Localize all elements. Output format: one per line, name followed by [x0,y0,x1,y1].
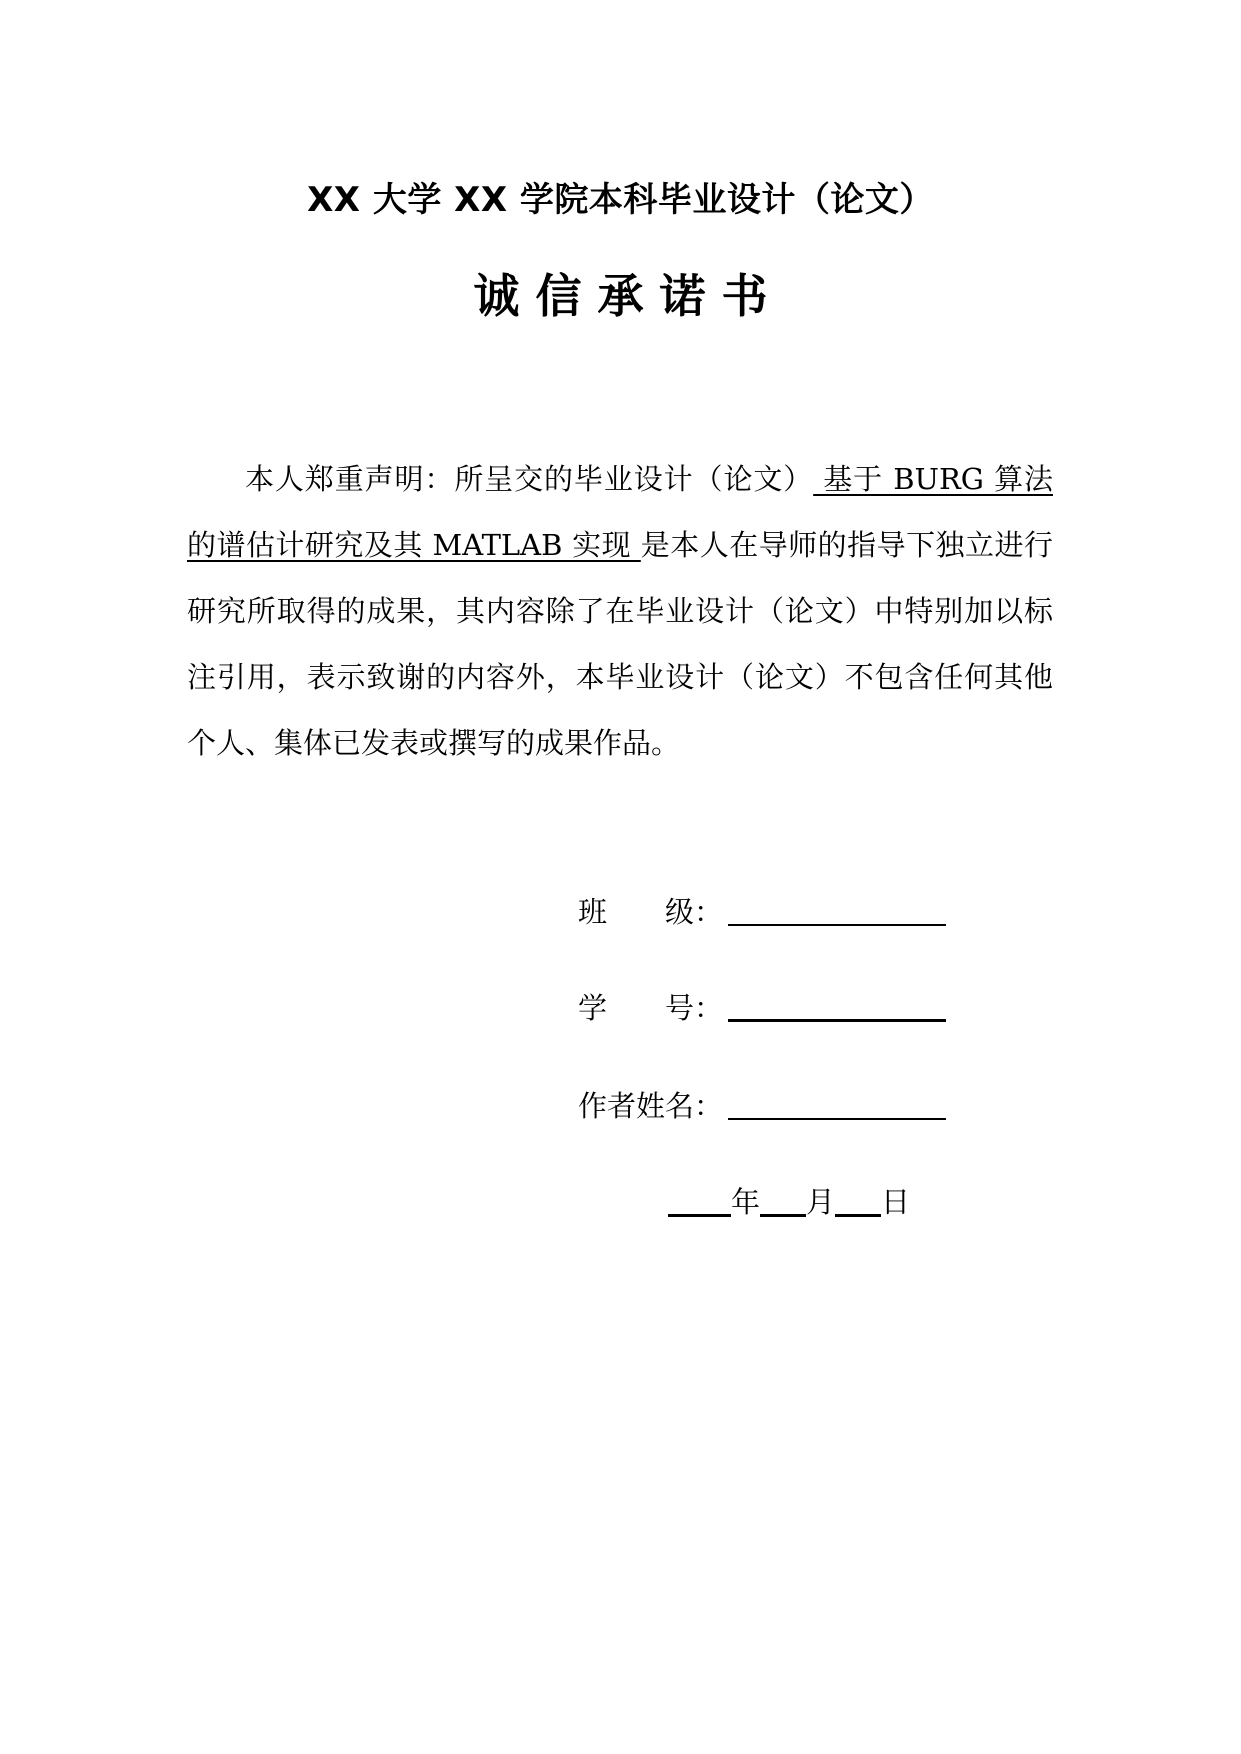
university-header: XX 大学 XX 学院本科毕业设计（论文） [307,180,934,220]
page-title: 诚 信 承 诺 书 [473,269,768,323]
declaration-paragraph [187,446,1053,776]
year-label: 年 [731,1185,761,1219]
author-name-blank-line[interactable] [728,1118,946,1120]
year-blank-line[interactable] [668,1214,731,1217]
month-label: 月 [806,1185,836,1219]
student-id-blank-line[interactable] [728,1019,946,1022]
day-blank-line[interactable] [835,1214,881,1217]
class-blank-line[interactable] [728,924,946,926]
declaration-body: 是本人在导师的指导下独立进行研究所取得的成果，其内容除了在毕业设计（论文）中特别加以标注引用，表示致谢的内容外，本毕业设计（论文）不包含任何其他个人、集体已发表或撰写的成果作品。 [187,528,1053,760]
student-id-label: 学 号： [578,991,724,1025]
thesis-title-fill: 基于 BURG 算法的谱估计研究及其 MATLAB 实现 [187,462,1053,562]
declaration-intro: 本人郑重声明：所呈交的毕业设计（论文） [245,462,814,496]
author-name-label: 作者姓名： [578,1089,724,1123]
month-blank-line[interactable] [760,1214,806,1217]
day-label: 日 [881,1185,911,1219]
author-name-field-row [578,1086,946,1126]
date-row [668,1182,910,1222]
student-id-field-row [578,988,946,1028]
class-label: 班 级： [578,895,724,929]
class-field-row [578,892,946,932]
